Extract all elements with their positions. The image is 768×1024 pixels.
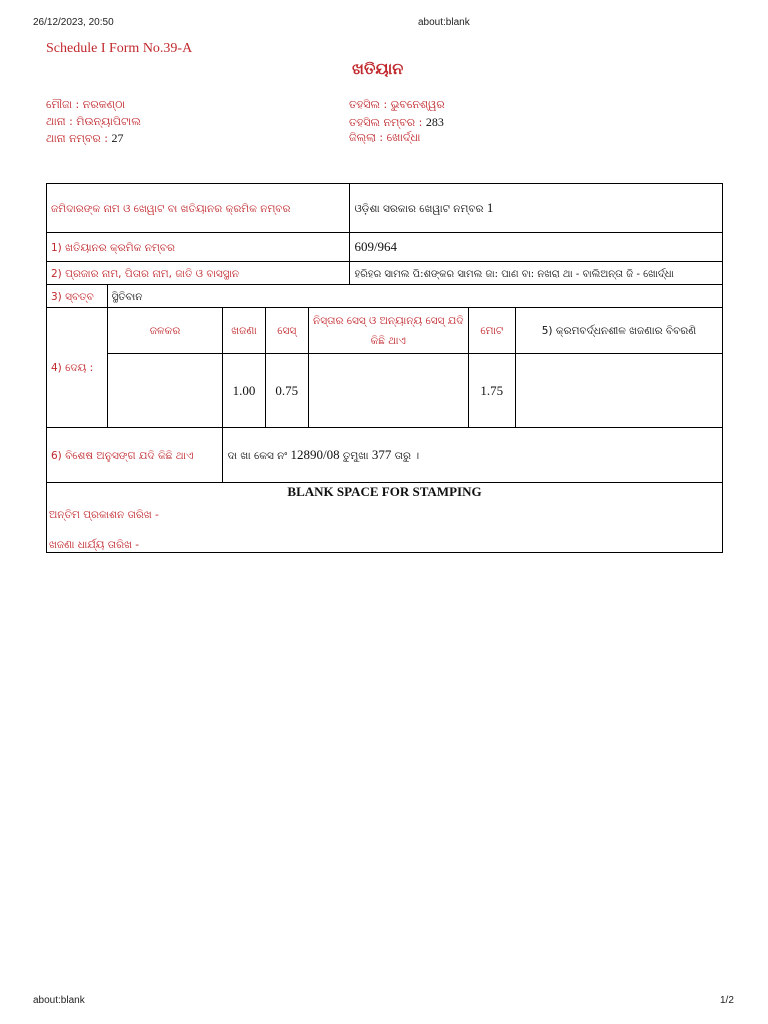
jalkar-value xyxy=(107,354,223,428)
thana-number-field xyxy=(46,131,123,146)
dues-header-row xyxy=(47,308,723,354)
nistar-value xyxy=(308,354,468,428)
print-title: about:blank xyxy=(418,17,470,28)
special-number: 377 xyxy=(371,447,392,462)
final-publication-date: ଅନ୍ତିମ ପ୍ରକାଶନ ତାରିଖ - xyxy=(49,509,159,521)
khatiyan-number-row xyxy=(47,233,723,262)
thana-number-value: 27 xyxy=(111,131,124,145)
special-suffix: ତାରୁ । xyxy=(391,450,420,462)
print-footer-url: about:blank xyxy=(33,995,85,1006)
dues-value-row xyxy=(47,354,723,428)
mouza-field: ମୌଜା : ନରକଣ୍ଠା xyxy=(46,98,125,111)
col-nistar: ନିସ୍ତାର ସେସ୍ ଓ ଅନ୍ୟାନ୍ୟ ସେସ୍ ଯଦି କିଛି ଥାଏ xyxy=(313,314,464,347)
zamindar-label: ଜମିଦାରଙ୍କ ନାମ ଓ ଖେୱାଟ ବା ଖତିୟାନର କ୍ରମିକ ନମ୍ବର xyxy=(51,202,291,215)
khatiyan-number-value: 609/964 xyxy=(354,239,398,254)
print-datetime: 26/12/2023, 20:50 xyxy=(33,17,114,28)
col-ses: ସେସ୍ xyxy=(277,325,297,337)
tenant-value: ହରିହର ସାମଲ ପି:ଶଙ୍କର ସାମଲ ଜା: ପାଣ ବା: ନଖରା ଥା - ବାଲିଅନ୍ତା ଜି - ଖୋର୍ଦ୍ଧା xyxy=(354,269,674,280)
thana-number-label: ଥାନା ନମ୍ବର : xyxy=(46,132,112,145)
mot-value: 1.75 xyxy=(480,382,504,398)
special-row xyxy=(47,428,723,483)
stamp-title: BLANK SPACE FOR STAMPING xyxy=(287,484,482,499)
zamindar-row xyxy=(47,184,723,233)
ses-value: 0.75 xyxy=(275,382,299,398)
schedule-label: Schedule I Form No.39-A xyxy=(46,41,193,56)
col-jalkar: ଜଳକର xyxy=(149,325,181,337)
khatiyan-number-label: 1) ଖତିୟାନର କ୍ରମିକ ନମ୍ବର xyxy=(51,241,175,254)
tenant-row xyxy=(47,262,723,285)
print-page-number: 1/2 xyxy=(720,995,734,1006)
tahasil-number-value: 283 xyxy=(425,115,444,129)
khajana-value: 1.00 xyxy=(232,382,256,398)
zamindar-value-text: ଓଡ଼ିଶା ସରକାର ଖେୱାଟ ନମ୍ବର xyxy=(354,203,487,215)
zamindar-value-number: 1 xyxy=(486,200,494,215)
tahasil-field: ତହସିଲ : ଭୁବନେଶ୍ୱର xyxy=(349,98,445,111)
special-prefix: ଦା ଖା କେସ ନଂ xyxy=(227,450,291,462)
special-case-number: 12890/08 xyxy=(290,447,340,462)
stamp-row xyxy=(47,483,723,553)
col-progressive-rent: 5) କ୍ରମବର୍ଦ୍ଧନଶୀଳ ଖଜଣାର ବିବରଣି xyxy=(541,325,697,337)
right-value: ସ୍ଥିତିବାନ xyxy=(111,290,143,303)
page-title: ଖତିୟାନ xyxy=(352,59,404,78)
thana-field: ଥାନା : ମିଉନ୍ୟାପିଟାଲ xyxy=(46,115,141,128)
right-label: 3) ସ୍ବତ୍ବ xyxy=(51,290,94,303)
col-mot: ମୋଟ xyxy=(480,325,504,337)
dues-label: 4) ଦେୟ : xyxy=(51,362,94,374)
col-khajana: ଖଜଣା xyxy=(231,325,257,337)
khatiyan-table xyxy=(46,183,723,553)
tahasil-number-label: ତହସିଲ ନମ୍ବର : xyxy=(349,116,426,129)
district-field: ଜିଲ୍ଲା : ଖୋର୍ଦ୍ଧା xyxy=(349,131,421,144)
tenant-label: 2) ପ୍ରଜାର ନାମ, ପିତାର ନାମ, ଜାତି ଓ ବାସସ୍ଥାନ xyxy=(51,267,240,280)
progressive-rent-value xyxy=(515,354,722,428)
special-label: 6) ବିଶେଷ ଅନୁସଙ୍ଗ ଯଦି କିଛି ଥାଏ xyxy=(51,449,194,462)
right-row xyxy=(47,285,723,308)
rent-fixation-date: ଖଜଣା ଧାର୍ଯ୍ୟ ତାରିଖ - xyxy=(49,539,140,551)
tahasil-number-field xyxy=(349,115,444,130)
special-mid: ତୁମୁଖା xyxy=(339,450,372,462)
